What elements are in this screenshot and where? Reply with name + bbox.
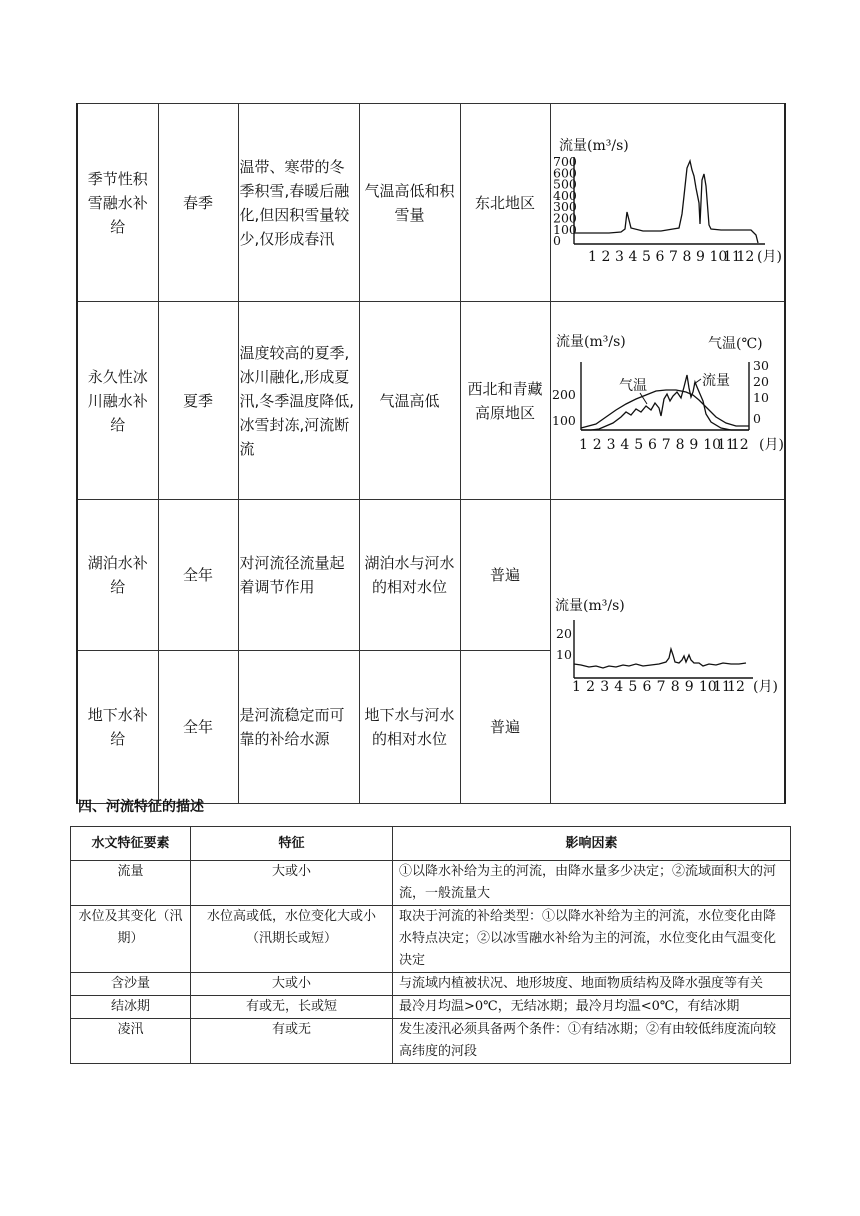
chart3-month-labels [572, 679, 745, 695]
feature-cell: 大或小 [191, 973, 393, 996]
factors-cell: 最冷月均温>0℃，无结冰期；最冷月均温<0℃，有结冰期 [393, 996, 791, 1019]
season-cell: 全年 [158, 500, 238, 651]
chart3-month-label: 8 [670, 679, 680, 695]
chart1-month-label: 11 [722, 249, 741, 265]
chart1-month-label: 3 [614, 249, 624, 265]
table-row [71, 861, 791, 906]
chart1-month-label: 10 [709, 249, 727, 265]
element-cell: 水位及其变化（汛期） [71, 906, 191, 973]
feature-cell: 水位高或低，水位变化大或小（汛期长或短） [191, 906, 393, 973]
chart1-month-label: 12 [736, 249, 754, 265]
chart2-y2tick: 20 [752, 374, 769, 389]
chart2-ytick: 100 [551, 413, 576, 428]
chart2-month-label: 4 [619, 437, 629, 453]
chart2-ylabel: 流量(m³/s) [555, 334, 626, 350]
feature-cell: 大或小 [191, 861, 393, 906]
table-row [77, 104, 785, 302]
factors-cell: 取决于河流的补给类型：①以降水补给为主的河流，水位变化由降水特点决定；②以冰雪融水补给为主的河流，水位变化由气温变化决定 [393, 906, 791, 973]
section-heading: 四、河流特征的描述 [78, 799, 204, 815]
features-cell: 温度较高的夏季,冰川融化,形成夏汛,冬季温度降低,冰雪封冻,河流断流 [238, 302, 359, 500]
chart2-month-label: 10 [702, 437, 721, 453]
chart2-month-label: 3 [606, 437, 616, 453]
element-cell: 流量 [71, 861, 191, 906]
chart1-month-label: 7 [668, 249, 678, 265]
chart2-flow-label: 流量 [701, 373, 730, 389]
factors-cell: 发生凌汛必须具备两个条件：①有结冰期；②有由较低纬度流向较高纬度的河段 [393, 1019, 791, 1064]
factors-cell: 湖泊水与河水的相对水位 [359, 500, 460, 651]
season-cell: 全年 [158, 650, 238, 803]
chart-cell-snowmelt [550, 104, 785, 302]
chart2-month-label: 1 [578, 437, 588, 453]
chart-cell-glacier [550, 302, 785, 500]
element-cell: 含沙量 [71, 973, 191, 996]
chart2-y2label: 气温(℃) [707, 336, 763, 352]
table-row [77, 500, 785, 651]
element-cell: 凌汛 [71, 1019, 191, 1064]
chart2-month-label: 11 [716, 437, 735, 453]
chart1-month-label: 4 [628, 249, 637, 265]
chart1-ylabel: 流量(m³/s) [558, 138, 629, 154]
chart2-y2tick: 10 [752, 390, 769, 405]
factors-cell: 地下水与河水的相对水位 [359, 650, 460, 803]
feature-cell: 有或无，长或短 [191, 996, 393, 1019]
region-cell: 西北和青藏高原地区 [460, 302, 550, 500]
chart3-ylabel: 流量(m³/s) [554, 598, 625, 614]
chart3-month-unit: (月) [752, 679, 778, 695]
table-row [71, 1019, 791, 1064]
supply-type-cell: 季节性积雪融水补给 [77, 104, 158, 302]
chart3-month-label: 6 [642, 679, 651, 695]
lake-groundwater-flow-chart [551, 500, 786, 796]
chart-cell-lake-groundwater [550, 500, 785, 804]
chart3-month-label: 1 [571, 679, 581, 695]
chart1-month-label: 5 [641, 249, 651, 265]
chart1-ytick: 500 [552, 176, 577, 192]
chart1-ytick: 700 [552, 154, 577, 169]
chart2-month-label: 5 [633, 437, 643, 453]
chart1-month-label: 8 [682, 249, 691, 265]
region-cell: 普遍 [460, 500, 550, 651]
feature-cell: 有或无 [191, 1019, 393, 1064]
river-supply-table [76, 103, 786, 804]
chart3-month-label: 3 [599, 679, 609, 695]
table-header-row [71, 827, 791, 861]
supply-type-cell: 地下水补给 [77, 650, 158, 803]
season-cell: 春季 [158, 104, 238, 302]
column-header: 特征 [191, 827, 393, 861]
chart2-month-label: 2 [592, 437, 602, 453]
chart3-month-label: 7 [656, 679, 666, 695]
river-characteristics-table [70, 826, 791, 1064]
chart3-month-label: 2 [585, 679, 595, 695]
features-cell: 温带、寒带的冬季积雪,春暖后融化,但因积雪量较少,仅形成春汛 [238, 104, 359, 302]
chart2-month-labels [579, 437, 749, 453]
region-cell: 东北地区 [460, 104, 550, 302]
chart1-ytick: 400 [552, 187, 577, 203]
chart1-ytick: 600 [552, 165, 577, 181]
chart2-month-label: 7 [661, 437, 671, 453]
chart1-month-label: 2 [601, 249, 610, 265]
chart1-flow-line [574, 161, 758, 243]
chart3-flow-line [574, 649, 746, 668]
chart2-temp-line [581, 390, 749, 428]
factors-cell: 气温高低 [359, 302, 460, 500]
features-cell: 对河流径流量起着调节作用 [238, 500, 359, 651]
chart1-ytick: 100 [552, 221, 577, 237]
glacier-flow-temp-chart [551, 302, 786, 492]
table-row [77, 302, 785, 500]
chart1-month-label: 6 [655, 249, 664, 265]
snowmelt-flow-chart [551, 104, 786, 294]
chart2-temp-label: 气温 [618, 378, 647, 394]
chart1-ytick: 300 [552, 199, 577, 215]
chart3-month-label: 4 [613, 679, 623, 695]
season-cell: 夏季 [158, 302, 238, 500]
element-cell: 结冰期 [71, 996, 191, 1019]
chart1-month-label: 9 [695, 249, 705, 265]
chart2-y2tick: 0 [752, 411, 761, 426]
chart3-month-label: 12 [726, 679, 745, 695]
column-header: 水文特征要素 [71, 827, 191, 861]
chart2-month-unit: (月) [758, 437, 784, 453]
chart3-month-label: 10 [698, 679, 717, 695]
supply-type-cell: 永久性冰川融水补给 [77, 302, 158, 500]
table-row [71, 906, 791, 973]
chart1-month-label: 1 [587, 249, 597, 265]
chart2-month-label: 8 [675, 437, 685, 453]
chart3-ytick: 20 [555, 626, 572, 641]
table-row [71, 973, 791, 996]
chart2-month-label: 9 [688, 437, 698, 453]
chart3-month-label: 9 [684, 679, 694, 695]
factors-cell: 与流域内植被状况、地形坡度、地面物质结构及降水强度等有关 [393, 973, 791, 996]
region-cell: 普遍 [460, 650, 550, 803]
column-header: 影响因素 [393, 827, 791, 861]
factors-cell: 气温高低和积雪量 [359, 104, 460, 302]
chart1-ytick: 0 [552, 233, 561, 249]
chart1-month-unit: (月) [756, 249, 782, 265]
chart2-y2tick: 30 [752, 358, 769, 373]
features-cell: 是河流稳定而可靠的补给水源 [238, 650, 359, 803]
chart1-month-labels [588, 249, 754, 265]
chart2-ytick: 200 [551, 387, 576, 402]
factors-cell: ①以降水补给为主的河流，由降水量多少决定；②流域面积大的河流，一般流量大 [393, 861, 791, 906]
chart3-ytick: 10 [555, 647, 572, 662]
supply-type-cell: 湖泊水补给 [77, 500, 158, 651]
chart1-ytick: 200 [552, 210, 577, 226]
chart3-month-label: 11 [712, 679, 731, 695]
chart3-month-label: 5 [627, 679, 637, 695]
chart2-month-label: 6 [647, 437, 657, 453]
table-row [71, 996, 791, 1019]
chart2-month-label: 12 [730, 437, 749, 453]
